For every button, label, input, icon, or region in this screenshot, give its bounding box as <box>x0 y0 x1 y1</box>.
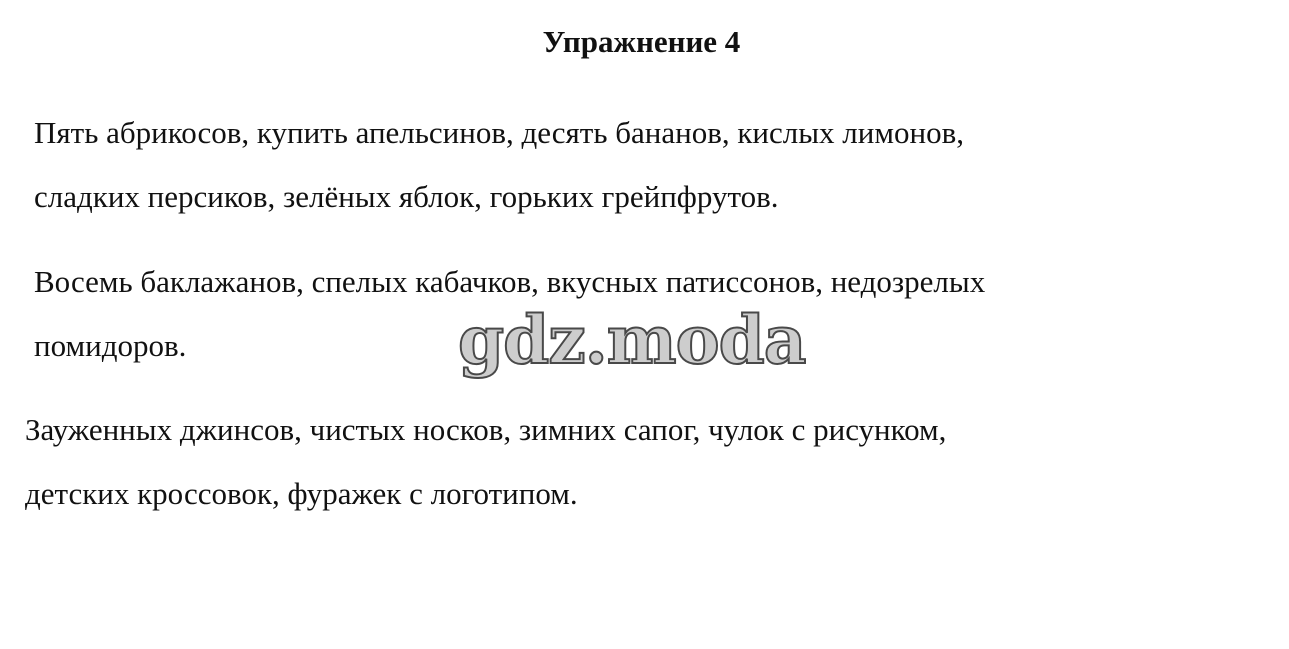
text-line: помидоров. <box>34 328 187 363</box>
text-line: Восемь баклажанов, спелых кабачков, вкусных патиссонов, недозрелых <box>34 264 986 299</box>
text-line: сладких персиков, зелёных яблок, горьких грейпфрутов. <box>34 179 779 214</box>
text-line: детских кроссовок, фуражек с логотипом. <box>25 476 578 511</box>
paragraph-clothing <box>25 398 946 526</box>
watermark-logo: gdz.moda <box>458 301 806 379</box>
paragraph-vegetables <box>34 250 985 378</box>
paragraph-fruits <box>34 101 964 229</box>
text-line: Пять абрикосов, купить апельсинов, десять бананов, кислых лимонов, <box>34 115 964 150</box>
text-line: Зауженных джинсов, чистых носков, зимних сапог, чулок с рисунком, <box>25 412 947 447</box>
exercise-title: Упражнение 4 <box>542 24 741 59</box>
